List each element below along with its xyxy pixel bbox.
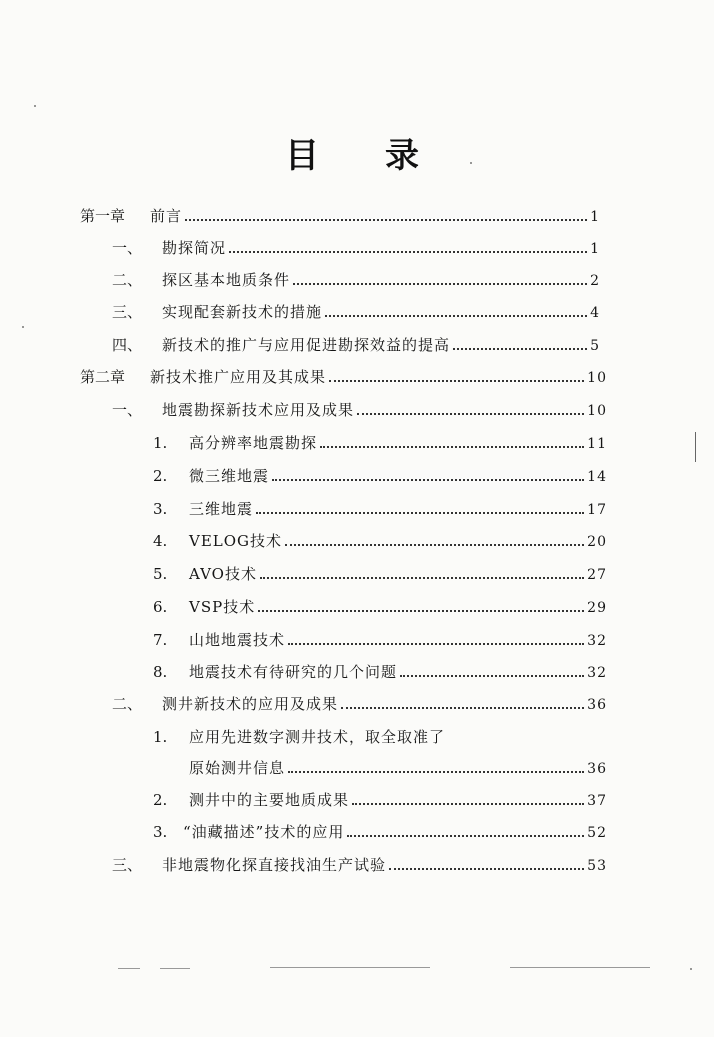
- toc-entry-page: 1: [590, 241, 600, 257]
- toc-dot-leader: [229, 251, 587, 253]
- toc-entry-number: 3.: [153, 823, 168, 841]
- toc-entry-page: 32: [587, 633, 607, 649]
- toc-entry-number: 1.: [153, 728, 168, 746]
- toc-entry-number: 1.: [153, 434, 168, 452]
- toc-entry: [153, 821, 607, 843]
- toc-entry-title: 三维地震: [189, 500, 254, 518]
- toc-entry-title: AVO技术: [189, 565, 257, 583]
- toc-dot-leader: [352, 803, 584, 805]
- toc-entry-title: 新技术推广应用及其成果: [150, 368, 327, 386]
- scan-mark: [34, 105, 36, 107]
- toc-entry: [112, 854, 607, 876]
- toc-entry-number: 二、: [112, 271, 143, 289]
- toc-dot-leader: [288, 643, 584, 645]
- toc-entry-number: 2.: [153, 467, 168, 485]
- toc-dot-leader: [256, 512, 584, 514]
- toc-dot-leader: [185, 219, 587, 221]
- toc-entry: [80, 205, 600, 227]
- scan-mark: [470, 162, 472, 164]
- toc-entry-number: 三、: [112, 856, 143, 874]
- toc-dot-leader: [260, 577, 584, 579]
- toc-entry-title: VSP技术: [189, 598, 256, 616]
- toc-entry-title: 新技术的推广与应用促进勘探效益的提高: [162, 336, 451, 354]
- toc-entry-number: 第二章: [80, 368, 126, 386]
- toc-entry-page: 27: [587, 567, 607, 583]
- toc-entry-page: 17: [587, 502, 607, 518]
- toc-entry: [153, 465, 607, 487]
- toc-entry-page: 36: [587, 697, 607, 713]
- toc-entry-title: 测井新技术的应用及成果: [162, 695, 339, 713]
- toc-entry-page: 20: [587, 534, 607, 550]
- toc-entry-number: 4.: [153, 532, 168, 550]
- toc-entry: [153, 596, 607, 618]
- toc-entry-number: 一、: [112, 401, 143, 419]
- toc-entry-number: 7.: [153, 631, 168, 649]
- toc-entry-title: 实现配套新技术的措施: [162, 303, 323, 321]
- toc-entry-number: 三、: [112, 303, 143, 321]
- toc-dot-leader: [258, 610, 584, 612]
- toc-entry: [153, 726, 607, 748]
- toc-entry: [153, 789, 607, 811]
- toc-entry-number: 3.: [153, 500, 168, 518]
- toc-entry-page: 11: [587, 436, 607, 452]
- toc-entry-title: 测井中的主要地质成果: [189, 791, 350, 809]
- toc-dot-leader: [272, 479, 584, 481]
- toc-entry: [153, 432, 607, 454]
- toc-entry: [112, 693, 607, 715]
- scan-mark: [270, 967, 430, 968]
- toc-dot-leader: [285, 544, 584, 546]
- toc-dot-leader: [357, 413, 584, 415]
- toc-dot-leader: [329, 380, 584, 382]
- toc-entry-number: 四、: [112, 336, 143, 354]
- toc-entry-title: 高分辨率地震勘探: [189, 434, 318, 452]
- toc-entry-title: 前言: [150, 207, 183, 225]
- title-char-1: 目: [285, 136, 319, 176]
- toc-entry-number: 5.: [153, 565, 168, 583]
- toc-entry: [112, 237, 600, 259]
- toc-dot-leader: [320, 446, 584, 448]
- title-char-2: 录: [385, 136, 419, 176]
- toc-entry-title: 地震勘探新技术应用及成果: [162, 401, 355, 419]
- toc-dot-leader: [288, 771, 584, 773]
- toc-entry-title: 勘探简况: [162, 239, 227, 257]
- toc-entry: [153, 629, 607, 651]
- toc-entry-title: 探区基本地质条件: [162, 271, 291, 289]
- toc-entry: [153, 498, 607, 520]
- toc-dot-leader: [341, 707, 584, 709]
- toc-entry-page: 1: [590, 209, 600, 225]
- toc-entry-title: 原始测井信息: [189, 759, 286, 777]
- toc-dot-leader: [293, 283, 587, 285]
- toc-entry-title: 微三维地震: [189, 467, 270, 485]
- toc-entry: [189, 757, 607, 779]
- toc-entry: [80, 366, 607, 388]
- scan-mark: [22, 326, 24, 328]
- toc-entry-title: 山地地震技术: [189, 631, 286, 649]
- toc-entry-page: 14: [587, 469, 607, 485]
- toc-dot-leader: [400, 675, 584, 677]
- scan-mark: [118, 968, 140, 969]
- toc-entry-number: 一、: [112, 239, 143, 257]
- toc-entry-page: 5: [590, 338, 600, 354]
- toc-entry-page: 10: [587, 403, 607, 419]
- toc-entry-title: VELOG技术: [189, 532, 283, 550]
- toc-entry-title: “油藏描述”技术的应用: [183, 823, 345, 841]
- scan-mark: [695, 432, 696, 462]
- toc-dot-leader: [325, 315, 587, 317]
- toc-entry-page: 10: [587, 370, 607, 386]
- toc-entry: [112, 334, 600, 356]
- toc-entry: [153, 563, 607, 585]
- toc-dot-leader: [347, 835, 584, 837]
- toc-entry: [112, 399, 607, 421]
- toc-entry-number: 第一章: [80, 207, 126, 225]
- toc-entry-page: 37: [587, 793, 607, 809]
- toc-entry: [112, 301, 600, 323]
- toc-dot-leader: [389, 868, 584, 870]
- toc-entry-title: 地震技术有待研究的几个问题: [189, 663, 398, 681]
- toc-entry-title: 非地震物化探直接找油生产试验: [162, 856, 387, 874]
- toc-entry-page: 2: [590, 273, 600, 289]
- toc-entry-page: 29: [587, 600, 607, 616]
- toc-entry-title: 应用先进数字测井技术，取全取准了: [189, 728, 446, 746]
- toc-entry: [153, 661, 607, 683]
- scan-mark: [510, 967, 650, 968]
- toc-entry-number: 8.: [153, 663, 168, 681]
- toc-entry-number: 6.: [153, 598, 168, 616]
- toc-dot-leader: [453, 348, 587, 350]
- toc-entry-page: 53: [587, 858, 607, 874]
- toc-entry-number: 二、: [112, 695, 143, 713]
- toc-entry-page: 52: [587, 825, 607, 841]
- toc-entry-number: 2.: [153, 791, 168, 809]
- toc-entry: [112, 269, 600, 291]
- scan-mark: [690, 968, 692, 970]
- toc-entry-page: 36: [587, 761, 607, 777]
- toc-entry-page: 32: [587, 665, 607, 681]
- toc-entry: [153, 530, 607, 552]
- toc-entry-page: 4: [590, 305, 600, 321]
- scan-mark: [160, 968, 190, 969]
